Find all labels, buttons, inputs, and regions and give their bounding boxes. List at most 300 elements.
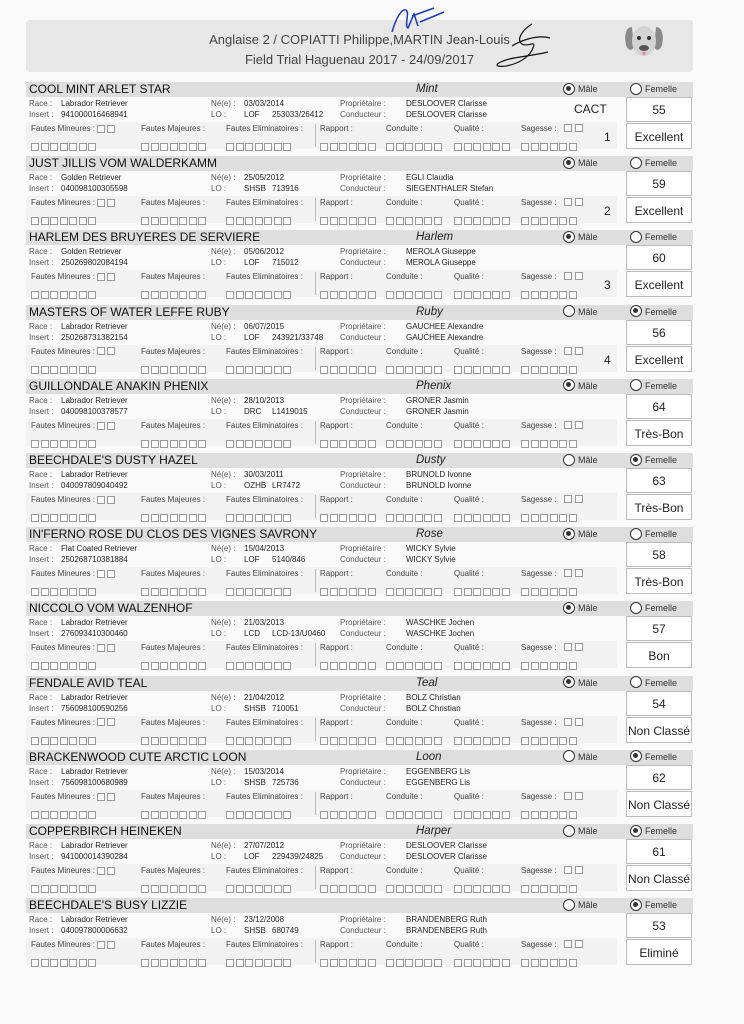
sagesse-boxes[interactable] [521, 806, 578, 814]
major-faults-boxes[interactable] [141, 361, 208, 369]
dog-name-bar [26, 453, 693, 468]
female-radio[interactable] [630, 897, 677, 913]
rapport-boxes[interactable] [320, 657, 377, 665]
check-box[interactable] [575, 421, 583, 429]
race-value: Labrador Retriever [61, 395, 128, 405]
lo-number: L1419015 [272, 406, 308, 416]
rapport-boxes[interactable] [320, 509, 377, 517]
check-box[interactable] [575, 198, 583, 206]
lo-label: LO : [211, 703, 227, 713]
elim-faults-label: Fautes Eliminatoires : [226, 346, 303, 356]
dog-entry [26, 156, 693, 226]
qualite-label: Qualité : [454, 420, 484, 430]
grade-box: Non Classé [626, 791, 692, 817]
sagesse-boxes[interactable] [521, 954, 578, 962]
qualite-boxes[interactable] [454, 583, 511, 591]
conduite-boxes[interactable] [386, 435, 443, 443]
qualite-boxes[interactable] [454, 435, 511, 443]
female-label: Femelle [645, 455, 678, 465]
owner-value: BRUNOLD Ivonne [406, 470, 472, 479]
judge-initials-signature [384, 4, 454, 38]
dog-entry [26, 601, 693, 671]
qualite-boxes[interactable] [454, 880, 511, 888]
rapport-boxes[interactable] [320, 806, 377, 814]
male-label: Mâle [578, 751, 598, 762]
score-box: 61 [626, 839, 692, 864]
female-label: Femelle [645, 232, 678, 243]
score-box: 56 [626, 320, 692, 345]
rank-value: 3 [604, 278, 611, 293]
check-box[interactable] [564, 272, 572, 280]
insert-value: 040097809040492 [61, 481, 128, 490]
dog-call-name: Loon [416, 750, 442, 763]
female-radio[interactable] [630, 378, 677, 394]
owner-value: EGGENBERG Lis [406, 766, 471, 776]
qualite-boxes[interactable] [454, 212, 511, 220]
qualite-boxes[interactable] [454, 806, 511, 814]
qualite-boxes[interactable] [454, 509, 511, 517]
check-box[interactable] [575, 940, 583, 948]
female-label: Femelle [645, 900, 678, 911]
male-radio[interactable] [563, 81, 598, 97]
minor-faults-boxes[interactable] [31, 954, 98, 962]
qualite-boxes[interactable] [454, 657, 511, 665]
born-label: Né(e) : [211, 247, 236, 257]
major-faults-boxes[interactable] [141, 657, 208, 665]
female-radio[interactable] [630, 81, 677, 97]
major-faults-boxes[interactable] [141, 806, 208, 814]
score-box: 58 [626, 542, 692, 567]
driver-value: DESLOOVER Clarisse [406, 110, 487, 119]
male-label: Mâle [578, 84, 598, 94]
lo-registry: LOF [244, 110, 260, 119]
dog-name-bar [26, 156, 693, 171]
born-value: 25/05/2012 [244, 173, 285, 183]
divider [315, 421, 316, 444]
female-radio[interactable] [630, 600, 677, 616]
major-faults-label: Fautes Majeures : [141, 940, 206, 950]
insert-label: Insert : [29, 926, 54, 936]
check-box[interactable] [564, 718, 572, 726]
male-radio[interactable] [563, 526, 598, 542]
major-faults-label: Fautes Majeures : [141, 791, 206, 801]
male-radio[interactable] [563, 749, 598, 765]
radio-circle-icon [563, 676, 575, 688]
check-box[interactable] [564, 124, 572, 132]
qualite-boxes[interactable] [454, 138, 511, 146]
check-box[interactable] [575, 347, 583, 355]
rank-value: 1 [604, 130, 611, 144]
faults-row [26, 345, 617, 372]
sagesse-boxes[interactable] [521, 732, 578, 740]
dog-call-name: Ruby [416, 305, 443, 318]
grade-box: Très-Bon [626, 420, 692, 446]
major-faults-boxes[interactable] [141, 583, 208, 591]
dog-name-bar [26, 676, 693, 691]
rapport-boxes[interactable] [320, 286, 377, 294]
driver-value: BOLZ Christian [406, 703, 461, 713]
sagesse-boxes[interactable] [521, 509, 578, 517]
insert-label: Insert : [29, 258, 54, 268]
male-radio[interactable] [563, 897, 598, 913]
race-label: Race : [29, 470, 53, 479]
faults-row [26, 641, 617, 668]
radio-circle-icon [630, 602, 642, 614]
score-box: 60 [626, 245, 692, 270]
lo-registry: DRC [244, 406, 262, 416]
race-label: Race : [29, 99, 53, 108]
born-label: Né(e) : [211, 766, 236, 776]
major-faults-label: Fautes Majeures : [141, 866, 206, 875]
elim-faults-boxes[interactable] [226, 212, 293, 220]
conduite-boxes[interactable] [386, 212, 443, 220]
conduite-boxes[interactable] [386, 806, 443, 814]
female-radio[interactable] [630, 452, 677, 468]
sagesse-label: Sagesse : [521, 569, 557, 579]
female-label: Femelle [645, 158, 678, 169]
major-faults-label: Fautes Majeures : [141, 346, 206, 356]
driver-value: EGGENBERG Lis [406, 777, 471, 787]
driver-value: GRONER Jasmin [406, 406, 469, 416]
check-box[interactable] [564, 198, 572, 206]
driver-value: BRANDENBERG Ruth [406, 926, 487, 936]
born-label: Né(e) : [211, 618, 236, 628]
race-value: Golden Retriever [61, 173, 122, 183]
born-label: Né(e) : [211, 544, 236, 554]
sagesse-boxes[interactable] [521, 657, 578, 665]
major-faults-boxes[interactable] [141, 732, 208, 740]
check-box[interactable] [564, 643, 572, 651]
check-box[interactable] [564, 347, 572, 355]
qualite-boxes[interactable] [454, 361, 511, 369]
owner-label: Propriétaire : [340, 915, 386, 925]
elim-faults-boxes[interactable] [226, 732, 293, 740]
born-value: 15/03/2014 [244, 766, 285, 776]
male-radio[interactable] [563, 452, 598, 468]
rapport-boxes[interactable] [320, 732, 377, 740]
race-value: Labrador Retriever [61, 766, 128, 776]
rapport-boxes[interactable] [320, 361, 377, 369]
minor-faults-boxes[interactable] [31, 435, 98, 443]
born-value: 23/12/2008 [244, 915, 285, 925]
insert-value: 941000016468941 [61, 110, 128, 119]
check-box[interactable] [575, 495, 583, 503]
conduite-boxes[interactable] [386, 361, 443, 369]
female-radio[interactable] [630, 749, 677, 765]
male-radio[interactable] [563, 155, 598, 171]
lo-label: LO : [211, 110, 227, 119]
owner-value: WICKY Sylvie [406, 544, 456, 554]
faults-row [26, 270, 617, 297]
conduite-boxes[interactable] [386, 583, 443, 591]
grade-box: Eliminé [626, 939, 692, 965]
elim-faults-boxes[interactable] [226, 954, 293, 962]
rapport-boxes[interactable] [320, 954, 377, 962]
radio-circle-icon [630, 231, 642, 243]
female-label: Femelle [645, 603, 678, 614]
driver-value: DESLOOVER Clarisse [406, 852, 487, 861]
female-radio[interactable] [630, 229, 677, 245]
qualite-label: Qualité : [454, 866, 484, 875]
major-faults-boxes[interactable] [141, 286, 208, 294]
lo-registry: OZHB [244, 481, 267, 490]
lo-registry: LOF [244, 852, 260, 861]
conduite-boxes[interactable] [386, 732, 443, 740]
dog-name: MASTERS OF WATER LEFFE RUBY [29, 304, 230, 319]
radio-circle-icon [563, 305, 575, 317]
major-faults-boxes[interactable] [141, 212, 208, 220]
radio-circle-icon [563, 750, 575, 762]
elim-faults-boxes[interactable] [226, 138, 293, 146]
minor-faults-boxes[interactable] [31, 583, 98, 591]
qualite-label: Qualité : [454, 717, 484, 727]
check-box[interactable] [564, 569, 572, 577]
race-label: Race : [29, 692, 53, 702]
lo-registry: LOF [244, 555, 260, 565]
lo-number: 710051 [272, 703, 299, 713]
male-label: Mâle [578, 158, 598, 169]
female-radio[interactable] [630, 304, 677, 320]
insert-value: 040098100378577 [61, 406, 128, 416]
male-label: Mâle [578, 306, 598, 317]
insert-value: 250268710381884 [61, 555, 128, 565]
driver-value: WICKY Sylvie [406, 555, 456, 565]
elim-faults-boxes[interactable] [226, 435, 293, 443]
dog-name-bar [26, 230, 693, 245]
minor-faults-boxes[interactable] [31, 138, 98, 146]
male-radio[interactable] [563, 229, 598, 245]
major-faults-boxes[interactable] [141, 954, 208, 962]
major-faults-boxes[interactable] [141, 138, 208, 146]
dog-name-bar [26, 527, 693, 542]
divider [315, 272, 316, 295]
rapport-boxes[interactable] [320, 212, 377, 220]
elim-faults-boxes[interactable] [226, 880, 293, 888]
lo-number: 713916 [272, 184, 299, 194]
owner-value: BRANDENBERG Ruth [406, 915, 487, 925]
insert-value: 756098100680989 [61, 777, 128, 787]
elim-faults-boxes[interactable] [226, 657, 293, 665]
conduite-boxes[interactable] [386, 954, 443, 962]
conduite-boxes[interactable] [386, 880, 443, 888]
female-radio[interactable] [630, 526, 677, 542]
insert-label: Insert : [29, 184, 54, 194]
dog-name: IN'FERNO ROSE DU CLOS DES VIGNES SAVRONY [29, 527, 318, 542]
male-radio[interactable] [563, 600, 598, 616]
rank-value: 4 [604, 352, 611, 367]
male-radio[interactable] [563, 675, 598, 691]
dog-name: FENDALE AVID TEAL [29, 675, 148, 690]
major-faults-boxes[interactable] [141, 509, 208, 517]
check-box[interactable] [564, 792, 572, 800]
minor-faults-boxes[interactable] [31, 286, 98, 294]
female-label: Femelle [645, 751, 678, 762]
radio-circle-icon [630, 750, 642, 762]
rapport-label: Rapport : [320, 717, 353, 727]
lo-label: LO : [211, 481, 227, 490]
male-label: Mâle [578, 455, 598, 465]
minor-faults-boxes[interactable] [31, 509, 98, 517]
rapport-label: Rapport : [320, 198, 353, 208]
elim-faults-boxes[interactable] [226, 806, 293, 814]
race-label: Race : [29, 321, 53, 331]
major-faults-boxes[interactable] [141, 880, 208, 888]
elim-faults-boxes[interactable] [226, 361, 293, 369]
female-radio[interactable] [630, 155, 677, 171]
sagesse-boxes[interactable] [521, 880, 578, 888]
female-radio[interactable] [630, 823, 677, 839]
lo-label: LO : [211, 184, 227, 194]
minor-faults-boxes[interactable] [31, 880, 98, 888]
sagesse-boxes[interactable] [521, 583, 578, 591]
sagesse-boxes[interactable] [521, 286, 578, 294]
born-value: 15/04/2013 [244, 544, 285, 554]
grade-box: Excellent [626, 346, 692, 372]
minor-faults-label: Fautes Mineures : [31, 421, 115, 430]
check-box[interactable] [564, 940, 572, 948]
check-box[interactable] [564, 866, 572, 874]
rank-value: 2 [604, 204, 611, 219]
score-box: 59 [626, 171, 692, 196]
born-label: Né(e) : [211, 321, 236, 331]
lo-label: LO : [211, 926, 227, 936]
check-box[interactable] [575, 272, 583, 280]
race-value: Labrador Retriever [61, 692, 128, 702]
race-value: Golden Retriever [61, 247, 122, 257]
race-value: Labrador Retriever [61, 470, 128, 479]
minor-faults-boxes[interactable] [31, 657, 98, 665]
check-box[interactable] [575, 792, 583, 800]
major-faults-label: Fautes Majeures : [141, 643, 206, 653]
qualite-label: Qualité : [454, 198, 484, 208]
qualite-boxes[interactable] [454, 286, 511, 294]
lo-number: LR7472 [272, 481, 301, 490]
rapport-boxes[interactable] [320, 583, 377, 591]
male-label: Mâle [578, 232, 598, 243]
conduite-boxes[interactable] [386, 138, 443, 146]
sagesse-label: Sagesse : [521, 346, 557, 356]
grade-box: Excellent [626, 271, 692, 297]
minor-faults-boxes[interactable] [31, 212, 98, 220]
owner-label: Propriétaire : [340, 766, 386, 776]
conduite-boxes[interactable] [386, 286, 443, 294]
check-box[interactable] [575, 569, 583, 577]
elim-faults-label: Fautes Eliminatoires : [226, 569, 303, 579]
sagesse-boxes[interactable] [521, 435, 578, 443]
divider [315, 124, 316, 147]
born-label: Né(e) : [211, 841, 236, 850]
minor-faults-boxes[interactable] [31, 361, 98, 369]
dog-name-bar [26, 750, 693, 765]
conduite-boxes[interactable] [386, 657, 443, 665]
dog-call-name: Rose [416, 528, 443, 541]
sagesse-label: Sagesse : [521, 198, 557, 208]
rapport-boxes[interactable] [320, 880, 377, 888]
sagesse-label: Sagesse : [521, 940, 557, 950]
elim-faults-label: Fautes Eliminatoires : [226, 940, 303, 950]
sagesse-label: Sagesse : [521, 495, 557, 504]
rapport-boxes[interactable] [320, 138, 377, 146]
check-box[interactable] [575, 718, 583, 726]
check-box[interactable] [575, 124, 583, 132]
sagesse-boxes[interactable] [521, 212, 578, 220]
qualite-boxes[interactable] [454, 954, 511, 962]
driver-label: Conducteur : [340, 481, 386, 490]
minor-faults-label: Fautes Mineures : [31, 272, 115, 281]
elim-faults-label: Fautes Eliminatoires : [226, 643, 303, 653]
dog-call-name: Harlem [416, 231, 454, 244]
elim-faults-boxes[interactable] [226, 286, 293, 294]
lo-number: 253033/26412 [272, 110, 324, 119]
major-faults-label: Fautes Majeures : [141, 198, 206, 208]
race-value: Labrador Retriever [61, 841, 128, 850]
race-label: Race : [29, 841, 53, 850]
check-box[interactable] [564, 421, 572, 429]
male-label: Mâle [578, 900, 598, 911]
insert-label: Insert : [29, 852, 54, 861]
minor-faults-boxes[interactable] [31, 732, 98, 740]
male-label: Mâle [578, 529, 598, 540]
driver-label: Conducteur : [340, 852, 386, 861]
born-value: 28/10/2013 [244, 395, 285, 405]
race-value: Labrador Retriever [61, 321, 128, 331]
lo-number: 680749 [272, 926, 299, 936]
check-box[interactable] [575, 643, 583, 651]
race-value: Labrador Retriever [61, 99, 128, 108]
check-box[interactable] [564, 495, 572, 503]
faults-row [26, 864, 617, 891]
elim-faults-label: Fautes Eliminatoires : [226, 791, 303, 801]
divider [315, 866, 316, 889]
insert-value: 040097800006632 [61, 926, 128, 936]
male-radio[interactable] [563, 823, 598, 839]
male-radio[interactable] [563, 378, 598, 394]
lo-label: LO : [211, 332, 227, 342]
elim-faults-label: Fautes Eliminatoires : [226, 420, 303, 430]
conduite-label: Conduite : [386, 124, 423, 133]
rapport-label: Rapport : [320, 346, 353, 356]
driver-label: Conducteur : [340, 258, 386, 268]
lo-number: 243921/33748 [272, 332, 324, 342]
qualite-boxes[interactable] [454, 732, 511, 740]
owner-value: DESLOOVER Clarisse [406, 841, 487, 850]
major-faults-label: Fautes Majeures : [141, 124, 206, 133]
lo-label: LO : [211, 629, 227, 639]
qualite-label: Qualité : [454, 791, 484, 801]
born-value: 21/03/2013 [244, 618, 285, 628]
sagesse-boxes[interactable] [521, 138, 578, 146]
lo-number: 725736 [272, 777, 299, 787]
female-radio[interactable] [630, 675, 677, 691]
elim-faults-boxes[interactable] [226, 509, 293, 517]
check-box[interactable] [575, 866, 583, 874]
male-radio[interactable] [563, 304, 598, 320]
lo-label: LO : [211, 852, 227, 861]
sagesse-boxes[interactable] [521, 361, 578, 369]
major-faults-boxes[interactable] [141, 435, 208, 443]
radio-circle-icon [563, 825, 575, 837]
dog-name-bar [26, 305, 693, 320]
score-box: 64 [626, 394, 692, 419]
female-label: Femelle [645, 677, 678, 688]
male-label: Mâle [578, 677, 598, 688]
conduite-boxes[interactable] [386, 509, 443, 517]
rapport-boxes[interactable] [320, 435, 377, 443]
born-label: Né(e) : [211, 915, 236, 925]
minor-faults-boxes[interactable] [31, 806, 98, 814]
faults-row [26, 122, 617, 149]
elim-faults-boxes[interactable] [226, 583, 293, 591]
